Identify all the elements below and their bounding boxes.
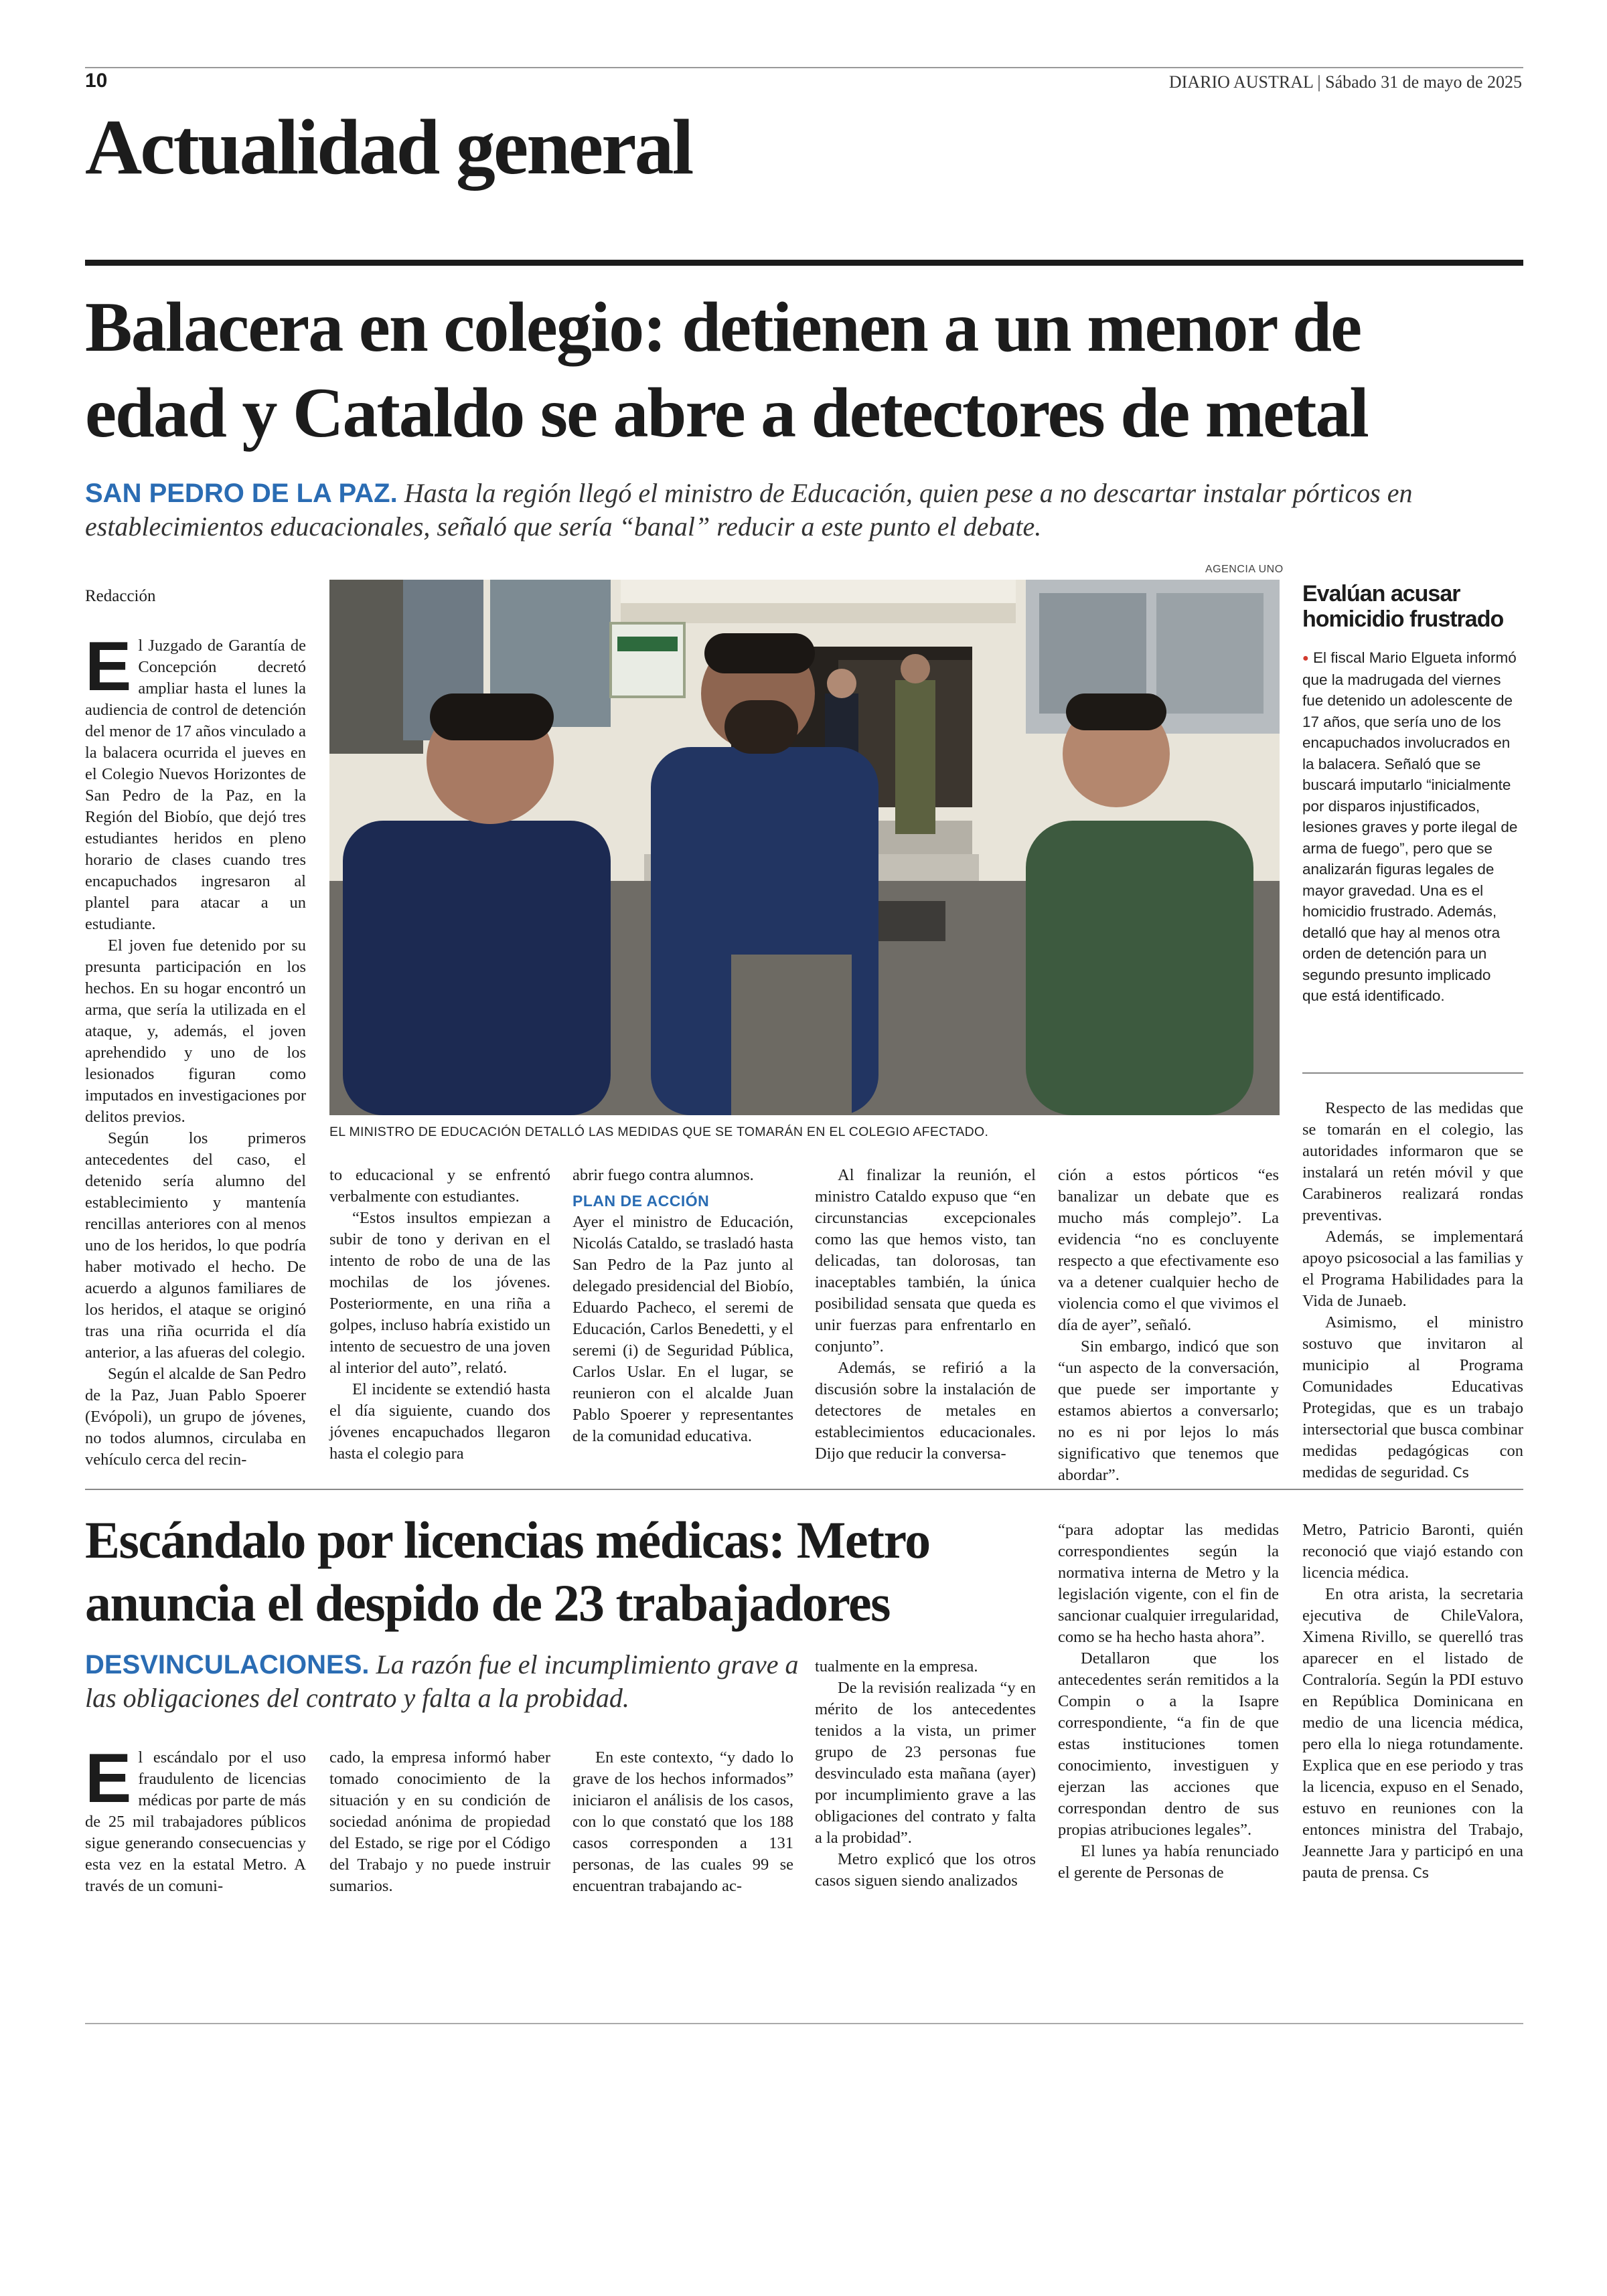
story1-dropcap: E: [85, 628, 132, 706]
story1-column-4: [815, 1165, 1036, 1465]
story1-col3-p2: Ayer el ministro de Educación, Nicolás Cataldo, se trasladó hasta San Pedro de la Paz junto al delegado presidencial del Biobío, Eduardo Pacheco, el seremi de Educación, Carlos Benedetti, y el seremi (i) de Seguridad Pública, Carlos Uslar. En el lugar, se reunieron con el alcalde Juan Pablo Spoerer y representantes de la comunidad educativa.: [572, 1213, 793, 1445]
story2-col4-p3: Metro explicó que los otros casos siguen siendo analizados: [815, 1850, 1036, 1890]
story1-kicker: SAN PEDRO DE LA PAZ.: [85, 479, 398, 508]
story2-column-2: [329, 1747, 550, 1897]
story2-col1-paragraph: [85, 1740, 306, 1897]
story2-end-mark-icon: Cs: [1412, 1865, 1430, 1881]
story1-column-3: [572, 1165, 793, 1447]
story1-headline-line1: Balacera en colegio: detienen a un menor de: [85, 288, 1361, 366]
story2-column-5: [1058, 1520, 1279, 1884]
story-separator-rule: [85, 1489, 1523, 1490]
section-title: Actualidad general: [85, 103, 692, 191]
story2-col6-p1: Metro, Patricio Baronti, quién reconoció que viajó estando con licencia médica.: [1302, 1521, 1523, 1582]
masthead-separator: |: [1317, 72, 1326, 92]
story2-col6-p2-text: En otra arista, la secretaria ejecutiva de ChileValora, Ximena Rivillo, se querelló tras aparecer en el listado de Contraloría. Según la PDI estuvo en República Dominicana en medio de una licencia médica, pero ella lo niega rotundamente. Explica que en ese periodo y tras la licencia, expuso en el Senado, estuvo en reuniones con la entonces ministra del Trabajo, Jeannette Jara y participó en una pauta de prensa.: [1302, 1585, 1523, 1882]
sidebar-title: [1302, 581, 1527, 632]
story2-column-4: [815, 1656, 1036, 1892]
sidebar-body: [1302, 647, 1520, 1007]
story2-col3-p1: En este contexto, “y dado lo grave de los hechos informados” iniciaron el análisis de los casos, con lo que constató que los 188 casos corresponden a 131 personas, de las cuales 99 se encuentran trabajando ac-: [572, 1748, 793, 1895]
story1-col6-p3: [1302, 1312, 1523, 1483]
story1-col6-p2: Además, se implementará apoyo psicosocial a las familias y el Programa Habilidades para la Vida de Junaeb.: [1302, 1228, 1523, 1310]
story1-top-rule: [85, 260, 1523, 266]
story1-column-2: [329, 1165, 550, 1465]
page-bottom-rule: [85, 2023, 1523, 2024]
story1-column-1: [85, 586, 306, 1471]
issue-date: Sábado 31 de mayo de 2025: [1325, 72, 1522, 92]
story1-col6-p3-text: Asimismo, el ministro sostuvo que invitaron al municipio al Programa Comunidades Educativas Protegidas, que es un trabajo intersectorial que busca combinar medidas pedagógicas con medidas de seguridad.: [1302, 1313, 1523, 1481]
story2-col5-p3: El lunes ya había renunciado el gerente de Personas de: [1058, 1842, 1279, 1882]
story1-headline-line2: edad y Cataldo se abre a detectores de metal: [85, 374, 1368, 452]
story1-byline: Redacción: [85, 587, 156, 605]
story1-lede-line2: establecimientos educacionales, señaló que sería “banal” reducir a este punto el debate.: [85, 511, 1042, 542]
story1-col1-p1-text: l Juzgado de Garantía de Concepción decretó ampliar hasta el lunes la audiencia de control de detención del menor de 17 años vinculado a la balacera ocurrida el jueves en el Colegio Nuevos Horizontes de San Pedro de la Paz, en la Región del Biobío, que dejó tres estudiantes heridos en pleno horario de clases cuando tres encapuchados ingresaron al plantel para atacar a un estudiante.: [85, 637, 306, 933]
story1-col2-p1: to educacional y se enfrentó verbalmente con estudiantes.: [329, 1166, 550, 1206]
sidebar-text: El fiscal Mario Elgueta informó que la madrugada del viernes fue detenido un adolescente de 17 años, que sería uno de los encapuchados involucrados en la balacera. Señaló que se buscará imputarlo “inicialmente por disparos injustificados, lesiones graves y porte ilegal de arma de fuego”, pero que se analizarán figuras legales de mayor gravedad. Una es el homicidio frustrado. Además, detalló que hay al menos otra orden de detención para un segundo presunto implicado que está identificado.: [1302, 649, 1518, 1004]
story1-col5-p1: ción a estos pórticos “es banalizar un debate que es mucho más complejo”. La evidencia “no es concluyente respecto a que efectivamente eso va a detener cualquier hecho de violencia como el que vivimos el día de ayer”, señaló.: [1058, 1166, 1279, 1334]
story1-lede: [85, 477, 1531, 544]
story1-col6-p1: Respecto de las medidas que se tomarán en el colegio, las autoridades informaron que se instalará un retén móvil y que Carabineros realizará rondas preventivas.: [1302, 1099, 1523, 1224]
story1-lede-line1: [85, 477, 1531, 510]
story2-column-3: [572, 1747, 793, 1897]
story2-col1-p1-text: l escándalo por el uso fraudulento de licencias médicas por parte de más de 25 mil trabajadores públicos sigue generando consecuencias y esta vez en la estatal Metro. A través de un comuni-: [85, 1748, 306, 1895]
story2-col6-p2: [1302, 1584, 1523, 1884]
story2-dropcap: E: [85, 1740, 132, 1817]
story2-col5-p1: “para adoptar las medidas correspondientes según la normativa interna de Metro y la legislación vigente, con el fin de sancionar cualquier irregularidad, como se ha hecho hasta ahora”.: [1058, 1521, 1279, 1646]
story1-col2-p3: El incidente se extendió hasta el día siguiente, cuando dos jóvenes encapuchados llegaron hasta el colegio para: [329, 1380, 550, 1463]
story1-subhead-plan: PLAN DE ACCIÓN: [572, 1192, 710, 1210]
story1-photo: [329, 580, 1280, 1115]
end-mark-icon: Cs: [1452, 1465, 1469, 1481]
story2-col5-p2: Detallaron que los antecedentes serán remitidos a la Compin o a la Isapre correspondiente, “a fin de que estas instituciones tomen conocimiento, investiguen y ejerzan las acciones que correspondan dentro de sus propias atribuciones legales”.: [1058, 1649, 1279, 1839]
story2-headline-line1: Escándalo por licencias médicas: Metro: [85, 1511, 930, 1569]
story1-headline: [85, 284, 1531, 456]
masthead: [1169, 72, 1522, 92]
sidebar-bottom-rule: [1302, 1072, 1523, 1074]
photo-caption: EL MINISTRO DE EDUCACIÓN DETALLÓ LAS MEDIDAS QUE SE TOMARÁN EN EL COLEGIO AFECTADO.: [329, 1125, 989, 1139]
story2-headline: [85, 1509, 1036, 1635]
sidebar-bullet-icon: ●: [1302, 653, 1309, 664]
story1-col2-p2: “Estos insultos empiezan a subir de tono y derivan en el intento de robo de una de las mochilas de los jóvenes. Posteriormente, en una riña a golpes, incluso habría existido un intento de secuestro de una joven al interior del auto”, relató.: [329, 1209, 550, 1377]
story1-column-5: [1058, 1165, 1279, 1486]
photo-credit: AGENCIA UNO: [1205, 564, 1284, 575]
header-top-rule: [85, 67, 1523, 68]
story1-col1-p3: Según los primeros antecedentes del caso, el detenido sería alumno del establecimiento y mantenía rencillas anteriores con al menos uno de los heridos, lo que podría haber motivado el hecho. De acuerdo a algunos familiares de los heridos, el ataque se originó tras una riña ocurrida el día anterior, a las afueras del colegio.: [85, 1129, 306, 1362]
story2-lede-text: La razón fue el incumplimiento grave a las obligaciones del contrato y falta a la probidad.: [85, 1649, 799, 1713]
story2-column-6: [1302, 1520, 1523, 1884]
publication-name: DIARIO AUSTRAL: [1168, 72, 1313, 92]
story1-col4-p2: Además, se refirió a la discusión sobre la instalación de detectores de metales en establecimientos educacionales. Dijo que reducir la conversa-: [815, 1359, 1036, 1463]
story2-col4-p2: De la revisión realizada “y en mérito de los antecedentes tenidos a la vista, un primer grupo de 23 personas fue desvinculado esta mañana (ayer) por incumplimiento grave a las obligaciones del contrato y falta a la probidad”.: [815, 1679, 1036, 1847]
story2-kicker: DESVINCULACIONES.: [85, 1650, 370, 1679]
story1-col4-p1: Al finalizar la reunión, el ministro Cataldo expuso que “en circunstancias excepcionales como las que hemos visto, tan delicadas, tan dolorosas, tan inaceptables también, la única posibilidad sensata que queda es unir fuerzas para enfrentarlo en conjunto”.: [815, 1166, 1036, 1356]
story1-col5-p2: Sin embargo, indicó que son “un aspecto de la conversación, que puede ser importante y estamos abiertos a conversarlo; no es ni por lejos lo más significativo que tenemos que abordar”.: [1058, 1337, 1279, 1484]
story1-col1-p4: Según el alcalde de San Pedro de la Paz, Juan Pablo Spoerer (Evópoli), un grupo de jóvenes, no todos alumnos, circulaba en vehículo cerca del recin-: [85, 1365, 306, 1469]
story2-headline-line2: anuncia el despido de 23 trabajadores: [85, 1574, 891, 1632]
page-number: 10: [85, 70, 108, 92]
story2-col2-p1: cado, la empresa informó haber tomado conocimiento de la situación y en su condición de sociedad anónima de propiedad del Estado, se rige por el Código del Trabajo y no puede instruir sumarios.: [329, 1748, 550, 1895]
story1-col1-p2: El joven fue detenido por su presunta participación en los hechos. En su hogar encontró un arma, que sería la utilizada en el ataque, y, además, el joven aprehendido y uno de los lesionados figuran como imputados en investigaciones por delitos previos.: [85, 936, 306, 1126]
sidebar-title-line1: Evalúan acusar: [1302, 581, 1460, 606]
story2-lede: [85, 1648, 808, 1715]
story1-col1-paragraph: [85, 628, 306, 935]
story2-column-1: [85, 1740, 306, 1897]
story1-col3-p1: abrir fuego contra alumnos.: [572, 1166, 754, 1184]
sidebar-title-line2: homicidio frustrado: [1302, 606, 1504, 632]
story1-column-6: [1302, 1098, 1523, 1483]
story1-lede-text1: Hasta la región llegó el ministro de Educación, quien pese a no descartar instalar pórticos en: [404, 478, 1413, 508]
photo-ministers-at-school: [329, 580, 1280, 1115]
story2-col4-p1: tualmente en la empresa.: [815, 1657, 978, 1675]
